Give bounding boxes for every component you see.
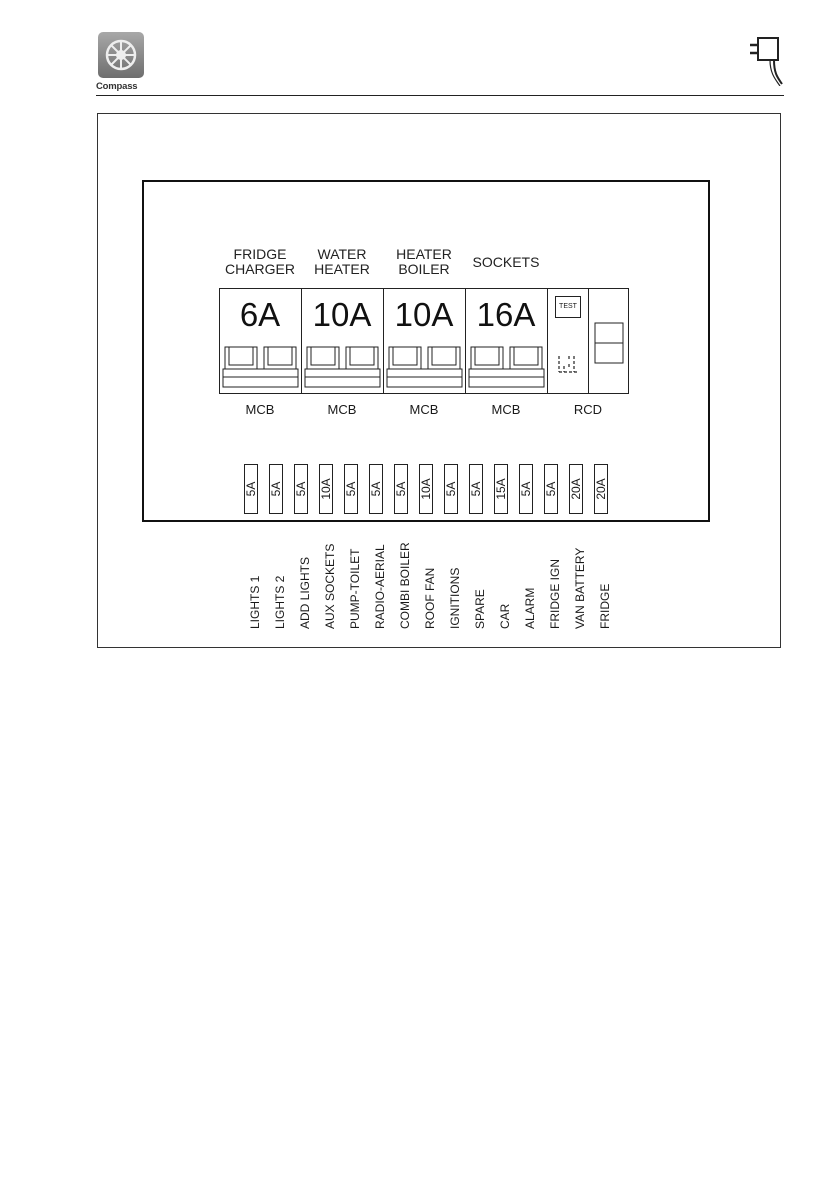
circuit-label-lights-1: LIGHTS 1 — [248, 575, 262, 629]
fuse-fridge-ign: 5A — [544, 464, 558, 514]
mcb-type-water-heater: MCB — [327, 402, 357, 417]
rcd-test-button[interactable]: TEST — [555, 296, 581, 318]
fuse-roof-fan: 10A — [419, 464, 433, 514]
breaker-label-heater-boiler: HEATER BOILER — [396, 246, 452, 277]
fuse-radio-aerial: 5A — [369, 464, 383, 514]
circuit-label-lights-2: LIGHTS 2 — [273, 575, 287, 629]
plug-icon — [748, 34, 784, 86]
fuse-lights-2: 5A — [269, 464, 283, 514]
circuit-label-aux-sockets: AUX SOCKETS — [323, 543, 337, 629]
fuse-car: 15A — [494, 464, 508, 514]
circuit-label-fridge: FRIDGE — [598, 583, 612, 629]
mcb-toggle-sockets[interactable] — [468, 345, 545, 393]
mcb-type-fridge-charger: MCB — [245, 402, 275, 417]
circuit-label-add-lights: ADD LIGHTS — [298, 556, 312, 629]
mcb-toggle-fridge-charger[interactable] — [222, 345, 299, 393]
wheel-icon — [98, 32, 144, 78]
rcd-type-label: RCD — [573, 402, 603, 417]
circuit-label-radio-aerial: RADIO-AERIAL — [373, 544, 387, 629]
circuit-label-combi-boiler: COMBI BOILER — [398, 542, 412, 629]
breaker-label-fridge-charger: FRIDGE CHARGER — [224, 246, 295, 277]
circuit-label-ignitions: IGNITIONS — [448, 567, 462, 629]
circuit-label-alarm: ALARM — [523, 587, 537, 629]
mcb-toggle-water-heater[interactable] — [304, 345, 381, 393]
fuse-van-battery: 20A — [569, 464, 583, 514]
fuse-combi-boiler: 5A — [394, 464, 408, 514]
circuit-label-pump-toilet: PUMP-TOILET — [348, 548, 362, 629]
fuse-pump-toilet: 5A — [344, 464, 358, 514]
fuse-lights-1: 5A — [244, 464, 258, 514]
circuit-label-roof-fan: ROOF FAN — [423, 567, 437, 629]
circuit-label-car: CAR — [498, 603, 512, 629]
rcd-toggle[interactable] — [557, 342, 579, 378]
fuse-aux-sockets: 10A — [319, 464, 333, 514]
fuse-add-lights: 5A — [294, 464, 308, 514]
fuse-spare: 5A — [469, 464, 483, 514]
mcb-rating-heater-boiler: 10A — [394, 296, 454, 333]
header-divider — [96, 95, 784, 96]
circuit-label-van-battery: VAN BATTERY — [573, 547, 587, 629]
circuit-label-spare: SPARE — [473, 589, 487, 629]
fuse-fridge: 20A — [594, 464, 608, 514]
mcb-type-sockets: MCB — [491, 402, 521, 417]
fuse-alarm: 5A — [519, 464, 533, 514]
mcb-rating-fridge-charger: 6A — [239, 296, 281, 333]
fuse-ignitions: 5A — [444, 464, 458, 514]
mcb-toggle-heater-boiler[interactable] — [386, 345, 463, 393]
rcd-switch[interactable] — [594, 322, 624, 364]
mcb-type-heater-boiler: MCB — [409, 402, 439, 417]
logo-text: Compass — [96, 81, 138, 92]
mcb-rating-sockets: 16A — [476, 296, 536, 333]
circuit-label-fridge-ign: FRIDGE IGN — [548, 558, 562, 629]
breaker-label-sockets: SOCKETS — [472, 254, 540, 270]
compass-logo — [96, 32, 146, 94]
mcb-rating-water-heater: 10A — [312, 296, 372, 333]
breaker-label-water-heater: WATER HEATER — [314, 246, 370, 277]
